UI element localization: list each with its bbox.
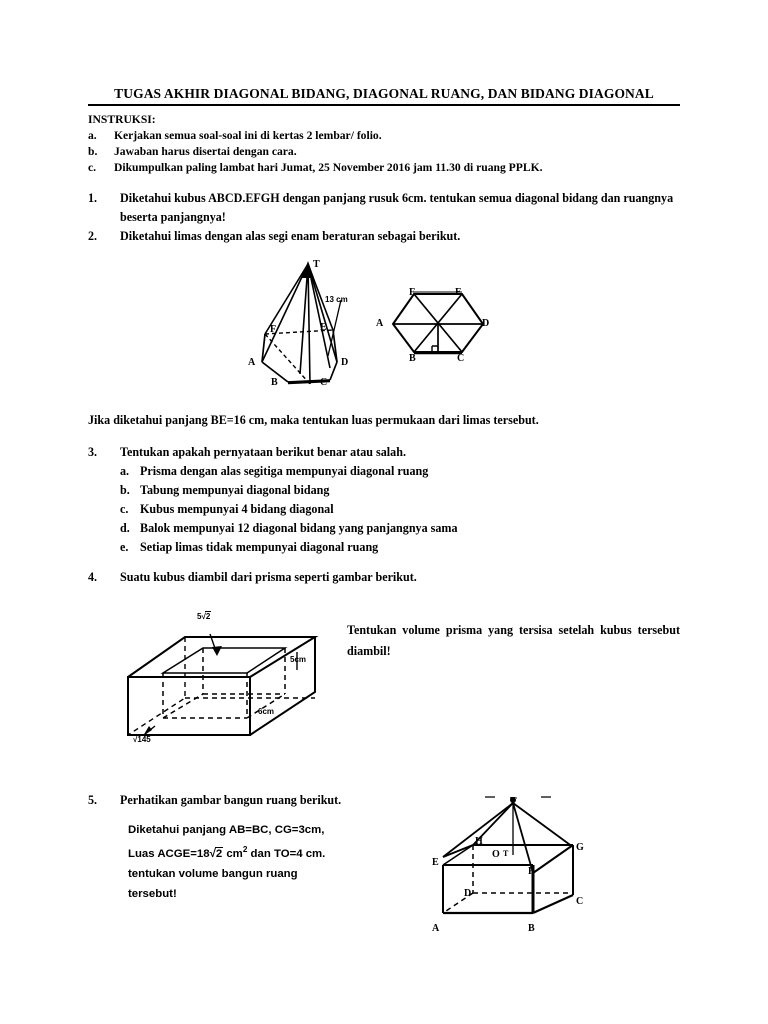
page-title: TUGAS AKHIR DIAGONAL BIDANG, DIAGONAL RUANG, DAN BIDANG DIAGONAL — [114, 86, 654, 101]
question-3-item-e — [120, 538, 680, 556]
prism-bottom-label: √145 — [133, 735, 151, 744]
question-2 — [88, 227, 680, 246]
question-text: Suatu kubus diambil dari prisma seperti gambar berikut. — [120, 570, 417, 584]
cube-axis-label-T: T — [503, 849, 509, 858]
pyramid-vertex-E: E — [320, 322, 327, 333]
question-number: 1. — [88, 191, 98, 205]
instruction-text: Kerjakan semua soal-soal ini di kertas 2 lembar/ folio. — [114, 129, 382, 142]
hexagon-vertex-C: C — [457, 353, 465, 364]
hexagon-vertex-E: E — [455, 287, 462, 298]
figure-hexagon-base — [388, 288, 488, 360]
given-line-1: Diketahui panjang AB=BC, CG=3cm, — [128, 824, 325, 836]
sub-item-marker: a. — [120, 464, 130, 478]
instruction-item-b — [88, 144, 680, 160]
question-5 — [88, 791, 438, 810]
prism-right-label: 5cm — [290, 655, 307, 664]
hexagon-vertex-A: A — [376, 318, 384, 329]
question-text: Diketahui kubus ABCD.EFGH dengan panjang rusuk 6cm. tentukan semua diagonal bidang dan ruangnya beserta panjangnya! — [120, 191, 674, 224]
cube-vertex-H: H — [475, 836, 483, 847]
question-4-side-text: Tentukan volume prisma yang tersisa setelah kubus tersebut diambil! — [347, 623, 680, 658]
question-5-given — [128, 820, 428, 904]
cube-apex-label-T: T — [510, 796, 517, 807]
instruction-marker: a. — [88, 129, 97, 142]
question-3 — [88, 443, 680, 462]
cube-vertex-B: B — [528, 923, 535, 934]
sub-item-marker: e. — [120, 540, 129, 554]
sub-item-marker: c. — [120, 502, 129, 516]
hexagon-vertex-F: F — [409, 287, 416, 298]
instruction-text: Dikumpulkan paling lambat hari Jumat, 25 November 2016 jam 11.30 di ruang PPLK. — [114, 161, 543, 174]
question-number: 4. — [88, 570, 98, 584]
given-area-exponent: 2 — [242, 845, 248, 854]
prism-front-label: 6cm — [258, 707, 275, 716]
question-text: Perhatikan gambar bangun ruang berikut. — [120, 793, 342, 807]
instruction-marker: b. — [88, 145, 98, 158]
prism-top-label-radicand: 2 — [205, 612, 211, 621]
sub-item-marker: d. — [120, 521, 130, 535]
cube-center-label-O: O — [492, 849, 500, 860]
sub-item-text: Setiap limas tidak mempunyai diagonal ruang — [140, 540, 379, 554]
question-number: 5. — [88, 793, 98, 807]
instruction-marker: c. — [88, 161, 97, 174]
given-area-mid: cm — [223, 847, 243, 860]
question-number: 2. — [88, 229, 98, 243]
prism-top-label: 5√2 — [197, 612, 211, 621]
cube-vertex-D: D — [464, 888, 472, 899]
cube-vertex-C: C — [576, 896, 584, 907]
sub-item-text: Balok mempunyai 12 diagonal bidang yang panjangnya sama — [140, 521, 458, 535]
sub-item-text: Kubus mempunyai 4 bidang diagonal — [140, 502, 334, 516]
sub-item-text: Tabung mempunyai diagonal bidang — [140, 483, 330, 497]
pyramid-vertex-D: D — [341, 357, 349, 368]
instruction-item-c — [88, 160, 680, 176]
given-area-prefix: Luas ACGE=18 — [128, 847, 210, 860]
pyramid-vertex-F: F — [270, 324, 277, 335]
sub-item-marker: b. — [120, 483, 130, 497]
instruction-item-a — [88, 128, 680, 144]
question-2-followup: Jika diketahui panjang BE=16 cm, maka tentukan luas permukaan dari limas tersebut. — [88, 413, 539, 427]
question-3-item-d — [120, 519, 680, 537]
question-3-item-b — [120, 481, 680, 499]
figure-cube-with-pyramid — [425, 795, 605, 930]
figure-prism-with-cube — [125, 630, 320, 745]
question-text: Tentukan apakah pernyataan berikut benar atau salah. — [120, 445, 406, 459]
figure-hexagonal-pyramid — [240, 256, 380, 391]
instruction-text: Jawaban harus disertai dengan cara. — [114, 145, 297, 158]
cube-vertex-E: E — [432, 857, 439, 868]
cube-vertex-A: A — [432, 923, 440, 934]
title-divider — [88, 104, 680, 106]
question-number: 3. — [88, 445, 98, 459]
prism-bottom-label-radicand: 145 — [137, 735, 151, 744]
cube-vertex-F: F — [528, 866, 535, 877]
pyramid-vertex-A: A — [248, 357, 256, 368]
question-4 — [88, 568, 680, 587]
question-3-item-a — [120, 462, 680, 480]
given-line-4: tersebut! — [128, 887, 177, 900]
prism-top-label-prefix: 5 — [197, 612, 202, 621]
instructions-label: INSTRUKSI: — [88, 113, 156, 126]
question-3-item-c — [120, 500, 680, 518]
question-1 — [88, 189, 680, 227]
question-text: Diketahui limas dengan alas segi enam beraturan sebagai berikut. — [120, 229, 461, 243]
sub-item-text: Prisma dengan alas segitiga mempunyai diagonal ruang — [140, 464, 429, 478]
pyramid-vertex-B: B — [271, 377, 278, 388]
given-area-radicand: 2 — [215, 847, 223, 860]
cube-vertex-G: G — [576, 842, 584, 853]
hexagon-vertex-B: B — [409, 353, 416, 364]
given-line-area: Luas ACGE=18√2 $cm^2$ dan TO=4 cm. — [128, 845, 326, 860]
pyramid-vertex-C: C — [320, 377, 328, 388]
hexagon-vertex-D: D — [482, 318, 490, 329]
given-line-3: tentukan volume bangun ruang — [128, 867, 298, 880]
pyramid-measure-label: 13 cm — [325, 295, 348, 304]
pyramid-apex-label: T — [313, 259, 320, 270]
given-area-suffix: dan TO=4 cm. — [247, 847, 326, 860]
